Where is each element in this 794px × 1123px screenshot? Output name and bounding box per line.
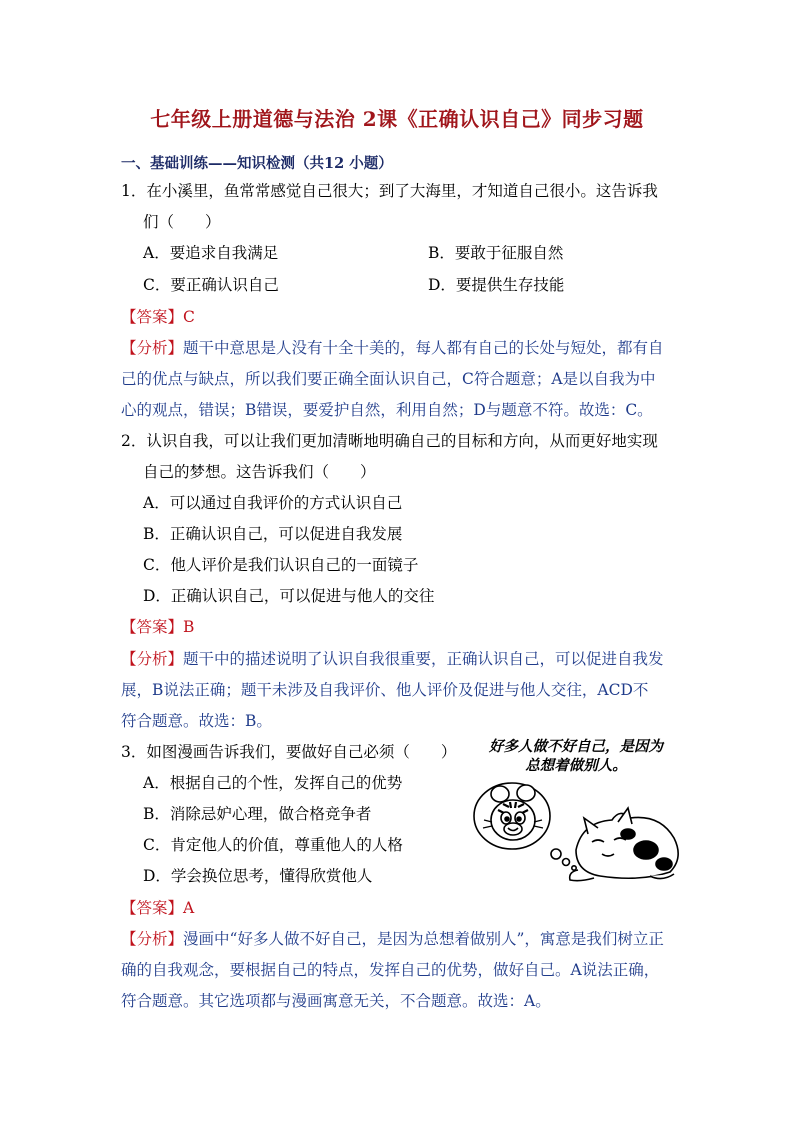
q2-analysis-line1 bbox=[121, 652, 664, 668]
cartoon-drawing bbox=[468, 738, 684, 888]
answer-value: C bbox=[183, 308, 195, 326]
q3-stem-line1: 3．如图漫画告诉我们，要做好自己必须（ ） bbox=[121, 743, 457, 761]
cartoon-illustration bbox=[468, 738, 684, 888]
q2-option-b: B．正确认识自己，可以促进自我发展 bbox=[143, 525, 403, 543]
q2-option-a: A．可以通过自我评价的方式认识自己 bbox=[143, 494, 403, 512]
q1-stem-line1: 1．在小溪里，鱼常常感觉自己很大；到了大海里，才知道自己很小。这告诉我 bbox=[121, 182, 658, 200]
analysis-tag: 【分析】 bbox=[121, 930, 184, 948]
q3-analysis-line2: 确的自我观念，要根据自己的特点，发挥自己的优势，做好自己。A说法正确， bbox=[121, 961, 660, 979]
analysis-text: 漫画中“好多人做不好自己，是因为总想着做别人”，寓意是我们树立正 bbox=[183, 930, 664, 948]
q3-answer bbox=[121, 901, 194, 917]
q1-option-d: D．要提供生存技能 bbox=[428, 276, 565, 294]
tiger-thought-bubble-icon bbox=[474, 783, 576, 870]
q3-option-c: C．肯定他人的价值，尊重他人的人格 bbox=[143, 836, 403, 854]
q2-option-c: C．他人评价是我们认识自己的一面镜子 bbox=[143, 556, 419, 574]
q2-stem-line1: 2．认识自我，可以让我们更加清晰地明确自己的目标和方向，从而更好地实现 bbox=[121, 432, 658, 450]
q2-stem-line2: 自己的梦想。这告诉我们（ ） bbox=[143, 463, 376, 481]
cartoon-caption-line2: 总想着做别人。 bbox=[525, 758, 627, 774]
q1-analysis-line1 bbox=[121, 341, 664, 357]
q2-answer bbox=[121, 620, 194, 636]
analysis-tag: 【分析】 bbox=[121, 339, 184, 357]
answer-value: A bbox=[183, 899, 195, 917]
answer-tag: 【答案】 bbox=[121, 308, 184, 326]
analysis-text: 题干中意思是人没有十全十美的，每人都有自己的长处与短处，都有自 bbox=[183, 339, 664, 357]
q1-option-b: B．要敢于征服自然 bbox=[428, 244, 564, 262]
answer-tag: 【答案】 bbox=[121, 618, 184, 636]
q2-analysis-line3: 符合题意。故选：B。 bbox=[121, 712, 272, 730]
q3-analysis-line1 bbox=[121, 932, 664, 948]
q1-stem-line2: 们（ ） bbox=[143, 213, 221, 231]
q1-option-a: A．要追求自我满足 bbox=[143, 244, 279, 262]
q3-option-a: A．根据自己的个性，发挥自己的优势 bbox=[143, 774, 403, 792]
q1-analysis-line3: 心的观点，错误；B错误，要爱护自然，利用自然；D与题意不符。故选：C。 bbox=[121, 401, 653, 419]
q1-option-c: C．要正确认识自己 bbox=[143, 276, 279, 294]
q2-option-d: D．正确认识自己，可以促进与他人的交往 bbox=[143, 587, 435, 605]
answer-tag: 【答案】 bbox=[121, 899, 184, 917]
analysis-tag: 【分析】 bbox=[121, 650, 184, 668]
sleeping-cat-icon bbox=[570, 808, 679, 881]
answer-value: B bbox=[183, 618, 195, 636]
q2-analysis-line2: 展，B说法正确；题干未涉及自我评价、他人评价及促进与他人交往，ACD不 bbox=[121, 681, 649, 699]
page-title: 七年级上册道德与法治 2课《正确认识自己》同步习题 bbox=[150, 107, 644, 131]
q1-analysis-line2: 己的优点与缺点，所以我们要正确全面认识自己，C符合题意；A是以自我为中 bbox=[121, 370, 656, 388]
q3-option-d: D．学会换位思考，懂得欣赏他人 bbox=[143, 867, 373, 885]
cartoon-caption-line1: 好多人做不好自己，是因为 bbox=[489, 739, 663, 755]
section-header: 一、基础训练——知识检测（共12 小题） bbox=[121, 155, 393, 172]
analysis-text: 题干中的描述说明了认识自我很重要，正确认识自己，可以促进自我发 bbox=[183, 650, 664, 668]
q3-analysis-line3: 符合题意。其它选项都与漫画寓意无关，不合题意。故选：A。 bbox=[121, 992, 551, 1010]
q3-option-b: B．消除忌妒心理，做合格竞争者 bbox=[143, 805, 372, 823]
q1-answer bbox=[121, 310, 195, 326]
